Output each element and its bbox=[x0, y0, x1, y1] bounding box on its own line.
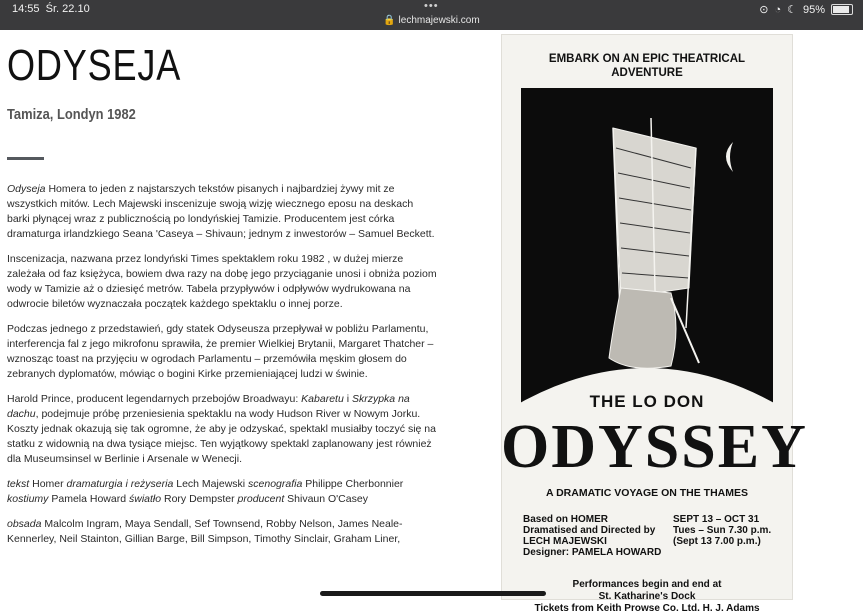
multitasking-dots-icon[interactable]: ••• bbox=[424, 0, 439, 12]
clock: 14:55 bbox=[12, 3, 40, 15]
cast-list: Malcolm Ingram, Maya Sendall, Sef Townsend, Robby Nelson, James Neale-Kennerley, Neil Stainton, Gillian Barge, Bill Simpson, Timothy Sinclair, Graham Liner, bbox=[7, 518, 403, 545]
wifi-icon: ◔ bbox=[774, 3, 782, 16]
poster-line: (Sept 13 7.00 p.m.) bbox=[673, 536, 761, 547]
paragraph-1 bbox=[7, 182, 437, 242]
paragraph-2: Inscenizacja, nazwana przez londyński Times spektaklem roku 1982 , w dużej mierze zależała od faz księżyca, bowiem dwa razy na dobę jego przyciąganie unosi i obniża poziom wody w Tamizie aż o dziesięć metrów. Tabela przypływów i odpływów wydrukowana na odwrocie biletów wyznaczała początek każdego spektaklu o innej porze. bbox=[7, 253, 437, 310]
battery-level bbox=[833, 6, 849, 13]
credit-role: scenografia bbox=[248, 478, 303, 490]
article bbox=[7, 30, 437, 557]
poster-the-london: THE LO DON bbox=[589, 392, 705, 411]
credit-name: Rory Dempster bbox=[161, 493, 238, 505]
article-body bbox=[7, 182, 437, 547]
poster-tagline: A DRAMATIC VOYAGE ON THE THAMES bbox=[545, 487, 749, 499]
poster-headline bbox=[501, 52, 793, 80]
poster-line: St. Katharine's Dock bbox=[598, 591, 696, 602]
emphasis: Kabaretu bbox=[301, 393, 344, 405]
poster-headline-line: EMBARK ON AN EPIC THEATRICAL bbox=[548, 53, 746, 65]
credit-name: Shivaun O'Casey bbox=[284, 493, 368, 505]
status-icons bbox=[759, 3, 853, 16]
poster-line: Dramatised and Directed by bbox=[523, 525, 656, 536]
cast-paragraph bbox=[7, 517, 437, 547]
cloaked-figure bbox=[609, 288, 676, 368]
poster-line: LECH MAJEWSKI bbox=[523, 536, 607, 547]
credit-role: światło bbox=[128, 493, 162, 505]
poster-line: SEPT 13 – OCT 31 bbox=[673, 514, 760, 525]
paragraph-text: Harold Prince, producent legendarnych przebojów Broadwayu: bbox=[7, 393, 302, 405]
emphasis: Odyseja bbox=[7, 183, 46, 195]
battery-icon bbox=[831, 4, 853, 15]
credits-paragraph bbox=[7, 477, 437, 507]
poster-credits-right bbox=[673, 514, 793, 547]
paragraph-4 bbox=[7, 392, 437, 467]
poster-headline-line: ADVENTURE bbox=[611, 67, 683, 79]
poster-line: Performances begin and end at bbox=[572, 579, 722, 590]
poster-line: Tues – Sun 7.30 p.m. bbox=[673, 525, 772, 536]
status-bar bbox=[0, 0, 863, 30]
credit-role: producent bbox=[237, 493, 285, 505]
credit-role: tekst bbox=[7, 478, 30, 490]
screen-lock-icon: ⊙ bbox=[759, 4, 769, 16]
credit-role: obsada bbox=[7, 518, 42, 530]
paragraph-3: Podczas jednego z przedstawień, gdy statek Odyseusza przepływał w pobliżu Parlamentu, interferencja fal z jego mikrofonu sprawiła, że premier Wielkiej Brytanii, Margaret Thatcher – wznosząc toast na przyjęciu w ogrodach Parlamentu – przemówiła męskim głosem do zebranych dyplomatów, mówiąc o bogini Kirke przemieniającej ludzi w świnie. bbox=[7, 323, 434, 380]
emphasis: Skrzypka na dachu bbox=[7, 393, 410, 420]
poster-line: Designer: PAMELA HOWARD bbox=[523, 547, 662, 558]
home-indicator[interactable] bbox=[320, 591, 546, 596]
address-bar[interactable] bbox=[0, 15, 863, 26]
battery-percent: 95% bbox=[802, 3, 825, 16]
url-text: lechmajewski.com bbox=[398, 15, 480, 26]
poster-image bbox=[501, 34, 808, 614]
paragraph-text: Homera to jeden z najstarszych tekstów pisanych i najbardziej żywy mit ze wszystkich mitów. Lech Majewski inscenizuje swoją wizję wiecznego eposu na deskach barki płynącej wraz z publicznością po londyńskiej Tamizie. Producentem jest córka dramaturga irlandzkiego Seana 'Caseya – Shivaun; jednym z inwestorów – Samuel Beckett. bbox=[7, 183, 435, 240]
moon-icon: ☾ bbox=[787, 4, 797, 16]
page-subtitle: Tamiza, Londyn 1982 bbox=[7, 106, 136, 123]
paragraph-text: , podejmuje próbę przeniesienia spektaklu na wody Hudson River w Nowym Jorku. Koszty jednak okazują się tak ogromne, że aby je odzyskać, spektakl musiałby toczyć się na statku z widownią na dwa tysiące miejsc. Ten wyjątkowy spektakl zaplanowany jest również dla Museumsinsel w Berlinie i Arsenale w Wenecji. bbox=[7, 408, 436, 465]
credit-name: Pamela Howard bbox=[48, 493, 129, 505]
paragraph-text: i bbox=[343, 393, 352, 405]
poster-credits-left bbox=[523, 514, 663, 558]
page-title: ODYSEJA bbox=[7, 41, 182, 90]
credit-name: Philippe Cherbonnier bbox=[302, 478, 404, 490]
status-time bbox=[12, 3, 90, 15]
title-divider bbox=[7, 157, 44, 160]
credit-name: Lech Majewski bbox=[173, 478, 249, 490]
poster-odyssey-title: ODYSSEY bbox=[501, 413, 808, 481]
poster-line: Based on HOMER bbox=[523, 514, 609, 525]
poster-illustration bbox=[521, 88, 773, 408]
date: Śr. 22.10 bbox=[45, 3, 90, 15]
credit-role: dramaturgia i reżyseria bbox=[66, 478, 174, 490]
credit-name: Homer bbox=[29, 478, 67, 490]
credit-role: kostiumy bbox=[7, 493, 49, 505]
poster-line: Tickets from Keith Prowse Co. Ltd. H. J. Adams bbox=[534, 603, 760, 614]
poster-performance-info bbox=[501, 579, 793, 615]
lock-icon: 🔒 bbox=[383, 15, 396, 26]
